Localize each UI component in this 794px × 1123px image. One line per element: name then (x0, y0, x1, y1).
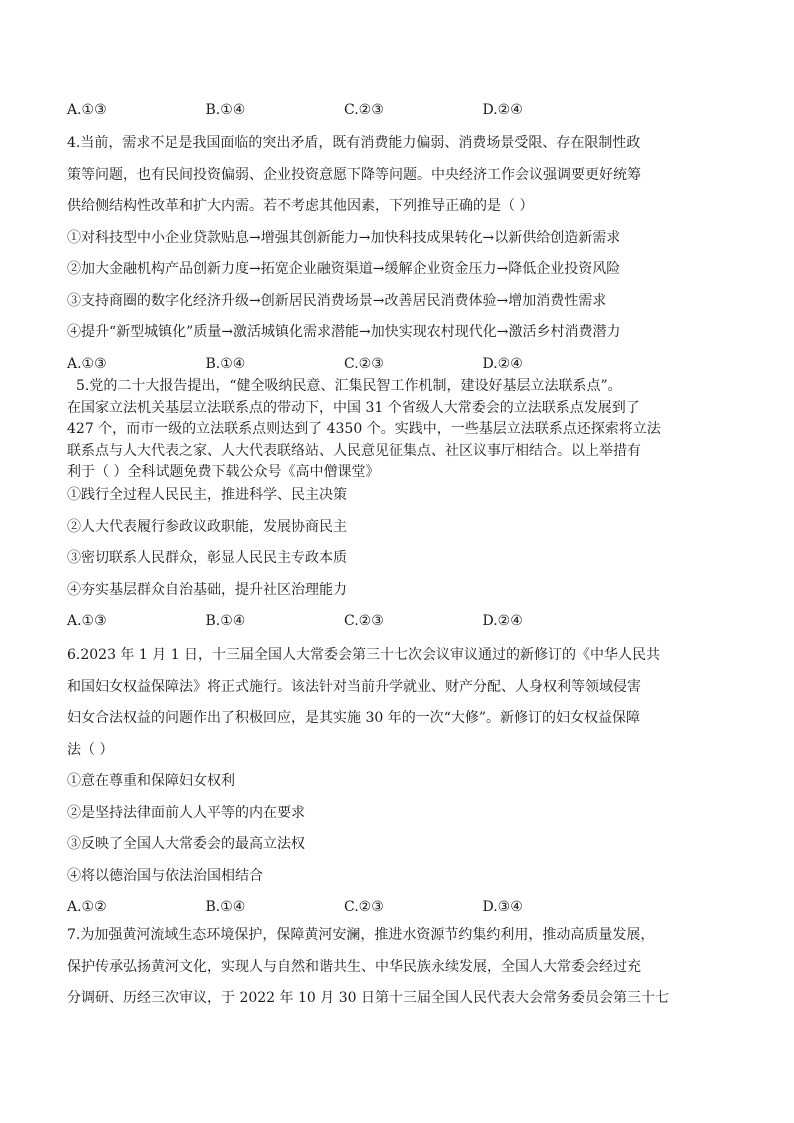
q6-stem-line: 法（ ） (67, 741, 114, 758)
q3-option-c: C.②③ (344, 102, 384, 118)
q5-item-3: ③密切联系人民群众，彰显人民民主专政本质 (67, 550, 347, 566)
q5-stem-line: 利于（ ）全科试题免费下载公众号《高中僧课堂》 (67, 464, 380, 480)
q6-option-b: B.①④ (205, 899, 246, 915)
question-7 (67, 920, 727, 1015)
q4-stem-line: 策等问题，也有民间投资偏弱、企业投资意愿下降等问题。中央经济工作会议强调要更好统筹 (67, 166, 641, 183)
q3-option-a: A.①③ (67, 102, 107, 118)
q4-option-b: B.①④ (205, 355, 246, 372)
question-3-tail (67, 95, 727, 127)
q4-item-2: ②加大金融机构产品创新力度→拓宽企业融资渠道→缓解企业资金压力→降低企业投资风险 (67, 261, 621, 277)
q6-stem-line: 和国妇女权益保障法》将正式施行。该法针对当前升学就业、财产分配、人身权利等领域侵害 (67, 678, 641, 695)
q6-item-2: ②是坚持法律面前人人平等的内在要求 (67, 804, 305, 821)
q6-item-4: ④将以德治国与依法治国相结合 (67, 867, 263, 884)
q5-item-1: ①践行全过程人民民主，推进科学、民主决策 (67, 487, 347, 503)
q6-stem-line: 妇女合法权益的问题作出了积极回应，是其实施 30 年的一次“大修”。新修订的妇女权益保障 (67, 710, 641, 726)
q6-item-1: ①意在尊重和保障妇女权利 (67, 773, 235, 789)
q5-option-c: C.②③ (344, 613, 384, 629)
q7-stem-line: 保护传承弘扬黄河文化，实现人与自然和谐共生、中华民族永续发展，全国人大常委会经过充 (67, 958, 641, 975)
q5-stem-line: 427 个，而市一级的立法联系点则达到了 4350 个。实践中，一些基层立法联系点还探索将立法 (67, 421, 661, 437)
question-5 (67, 376, 727, 484)
q3-option-d: D.②④ (482, 102, 523, 118)
q4-item-3: ③支持商圈的数字化经济升级→创新居民消费场景→改善居民消费体验→增加消费性需求 (67, 292, 607, 309)
q4-stem-line: 供给侧结构性改革和扩大内需。若不考虑其他因素，下列推导正确的是（ ） (67, 198, 534, 214)
question-5-items (67, 480, 727, 638)
q6-options (67, 892, 727, 924)
q5-option-b: B.①④ (205, 613, 246, 629)
q5-option-d: D.②④ (482, 613, 523, 629)
question-4 (67, 128, 727, 380)
q6-option-c: C.②③ (344, 899, 384, 915)
q4-item-1: ①对科技型中小企业贷款贴息→增强其创新能力→加快科技成果转化→以新供给创造新需求 (67, 229, 621, 246)
q7-stem-line: 7.为加强黄河流域生态环境保护，保障黄河安澜，推进水资源节约集约利用，推动高质量发展， (67, 927, 655, 943)
q4-stem-line: 4.当前，需求不足是我国面临的突出矛盾，既有消费能力偏弱、消费场景受限、存在限制性政 (67, 135, 641, 151)
q4-option-a: A.①③ (67, 355, 107, 372)
q6-option-a: A.①② (67, 899, 107, 915)
q7-stem-line: 分调研、历经三次审议，于 2022 年 10 月 30 日第十三届全国人民代表大会常务委员会第三十七 (67, 990, 669, 1006)
q6-option-d: D.③④ (482, 899, 523, 915)
q5-stem-line: 在国家立法机关基层立法联系点的带动下，中国 31 个省级人大常委会的立法联系点发展到了 (67, 399, 640, 416)
q5-stem-line: 联系点与人大代表之家、人大代表联络站、人民意见征集点、社区议事厅相结合。以上举措有 (67, 442, 641, 459)
q6-item-3: ③反映了全国人大常委会的最高立法权 (67, 836, 305, 852)
q6-stem-line: 6.2023 年 1 月 1 日，十三届全国人大常委会第三十七次会议审议通过的新修订的《中华人民共 (67, 647, 661, 663)
q4-item-4: ④提升“新型城镇化”质量→激活城镇化需求潜能→加快实现农村现代化→激活乡村消费潜力 (67, 324, 621, 340)
q3-option-b: B.①④ (205, 102, 246, 118)
q5-stem-line: 5.党的二十大报告提出，“健全吸纳民意、汇集民智工作机制，建设好基层立法联系点”。 (76, 378, 622, 394)
q3-options (67, 95, 727, 127)
q4-option-d: D.②④ (482, 355, 523, 372)
q5-item-2: ②人大代表履行参政议政职能，发展协商民主 (67, 518, 347, 535)
q5-options (67, 606, 727, 638)
q5-item-4: ④夯实基层群众自治基础，提升社区治理能力 (67, 581, 347, 598)
question-6 (67, 640, 727, 924)
q5-option-a: A.①③ (67, 613, 107, 629)
q4-option-c: C.②③ (344, 355, 384, 372)
